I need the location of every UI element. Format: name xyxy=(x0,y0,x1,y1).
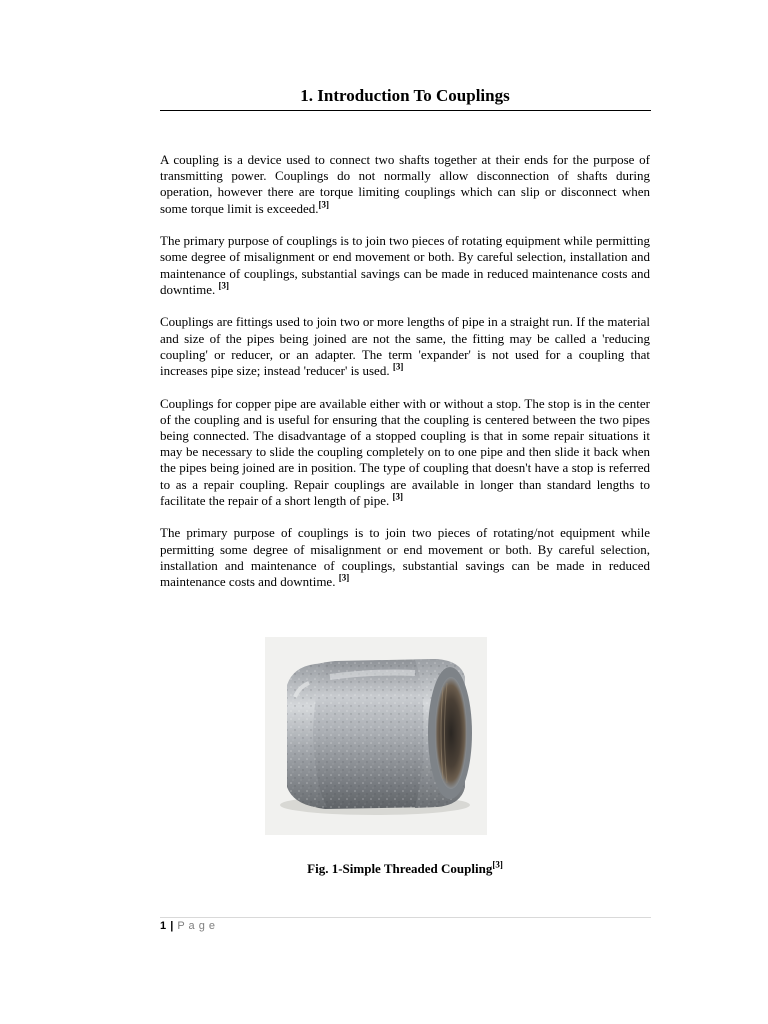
paragraph-2 xyxy=(160,233,650,298)
citation-ref: [3] xyxy=(318,199,329,210)
figure-caption xyxy=(160,861,650,877)
threaded-coupling-image xyxy=(265,637,487,835)
citation-ref: [3] xyxy=(338,572,350,583)
paragraph-text: The primary purpose of couplings is to join two pieces of rotating/not equipment while permitting some degree of misalignment or end movement or both. By careful selection, installation and maintenance of couplings, substantial savings can be made in reduced maintenance costs and downtime. xyxy=(160,525,650,590)
body-text xyxy=(160,152,650,607)
coupling-photo xyxy=(265,637,487,835)
paragraph-text: Couplings for copper pipe are available either with or without a stop. The stop is in the center of the coupling and is useful for ensuring that the coupling is centered between the two pipes being connected. The disadvantage of a stopped coupling is that in some repair situations it may be necessary to slide the coupling completely on to one pipe and then slide it back when the pipes being joined are in position. The type of coupling that doesn't have a stop is referred to as a repair coupling. Repair couplings are available in longer than standard lengths to facilitate the repair of a short length of pipe. xyxy=(160,395,650,508)
title-underline xyxy=(160,110,651,111)
page-title: 1. Introduction To Couplings xyxy=(300,86,510,105)
paragraph-text: A coupling is a device used to connect two shafts together at their ends for the purpose of transmitting power. Couplings do not normally allow disconnection of shafts during operation, however there are torque limiting couplings which can slip or disconnect when some torque limit is exceeded. xyxy=(160,152,650,216)
paragraph-1 xyxy=(160,152,650,217)
paragraph-4 xyxy=(160,396,650,509)
page-label: P a g e xyxy=(177,920,216,932)
page-footer xyxy=(160,920,216,932)
caption-text: Fig. 1-Simple Threaded Coupling xyxy=(307,861,493,876)
paragraph-text: The primary purpose of couplings is to join two pieces of rotating equipment while permitting some degree of misalignment or end movement or both. By careful selection, installation and maintenance of couplings, substantial savings can be made in reduced maintenance costs and downtime. xyxy=(160,233,650,297)
citation-ref: [3] xyxy=(218,280,229,291)
page-number: 1 xyxy=(160,920,167,932)
citation-ref: [3] xyxy=(392,491,403,502)
paragraph-text: Couplings are fittings used to join two or more lengths of pipe in a straight run. If the material and size of the pipes being joined are not the same, the fitting may be called a 'reducing coupling' or reducer, or an adapter. The term 'expander' is not used for a coupling that increases pipe size; instead 'reducer' is used. xyxy=(160,314,650,379)
footer-separator: | xyxy=(170,920,174,932)
citation-ref: [3] xyxy=(392,361,404,372)
paragraph-3 xyxy=(160,314,650,379)
citation-ref: [3] xyxy=(492,859,503,870)
paragraph-5 xyxy=(160,525,650,590)
footer-divider xyxy=(160,917,651,918)
